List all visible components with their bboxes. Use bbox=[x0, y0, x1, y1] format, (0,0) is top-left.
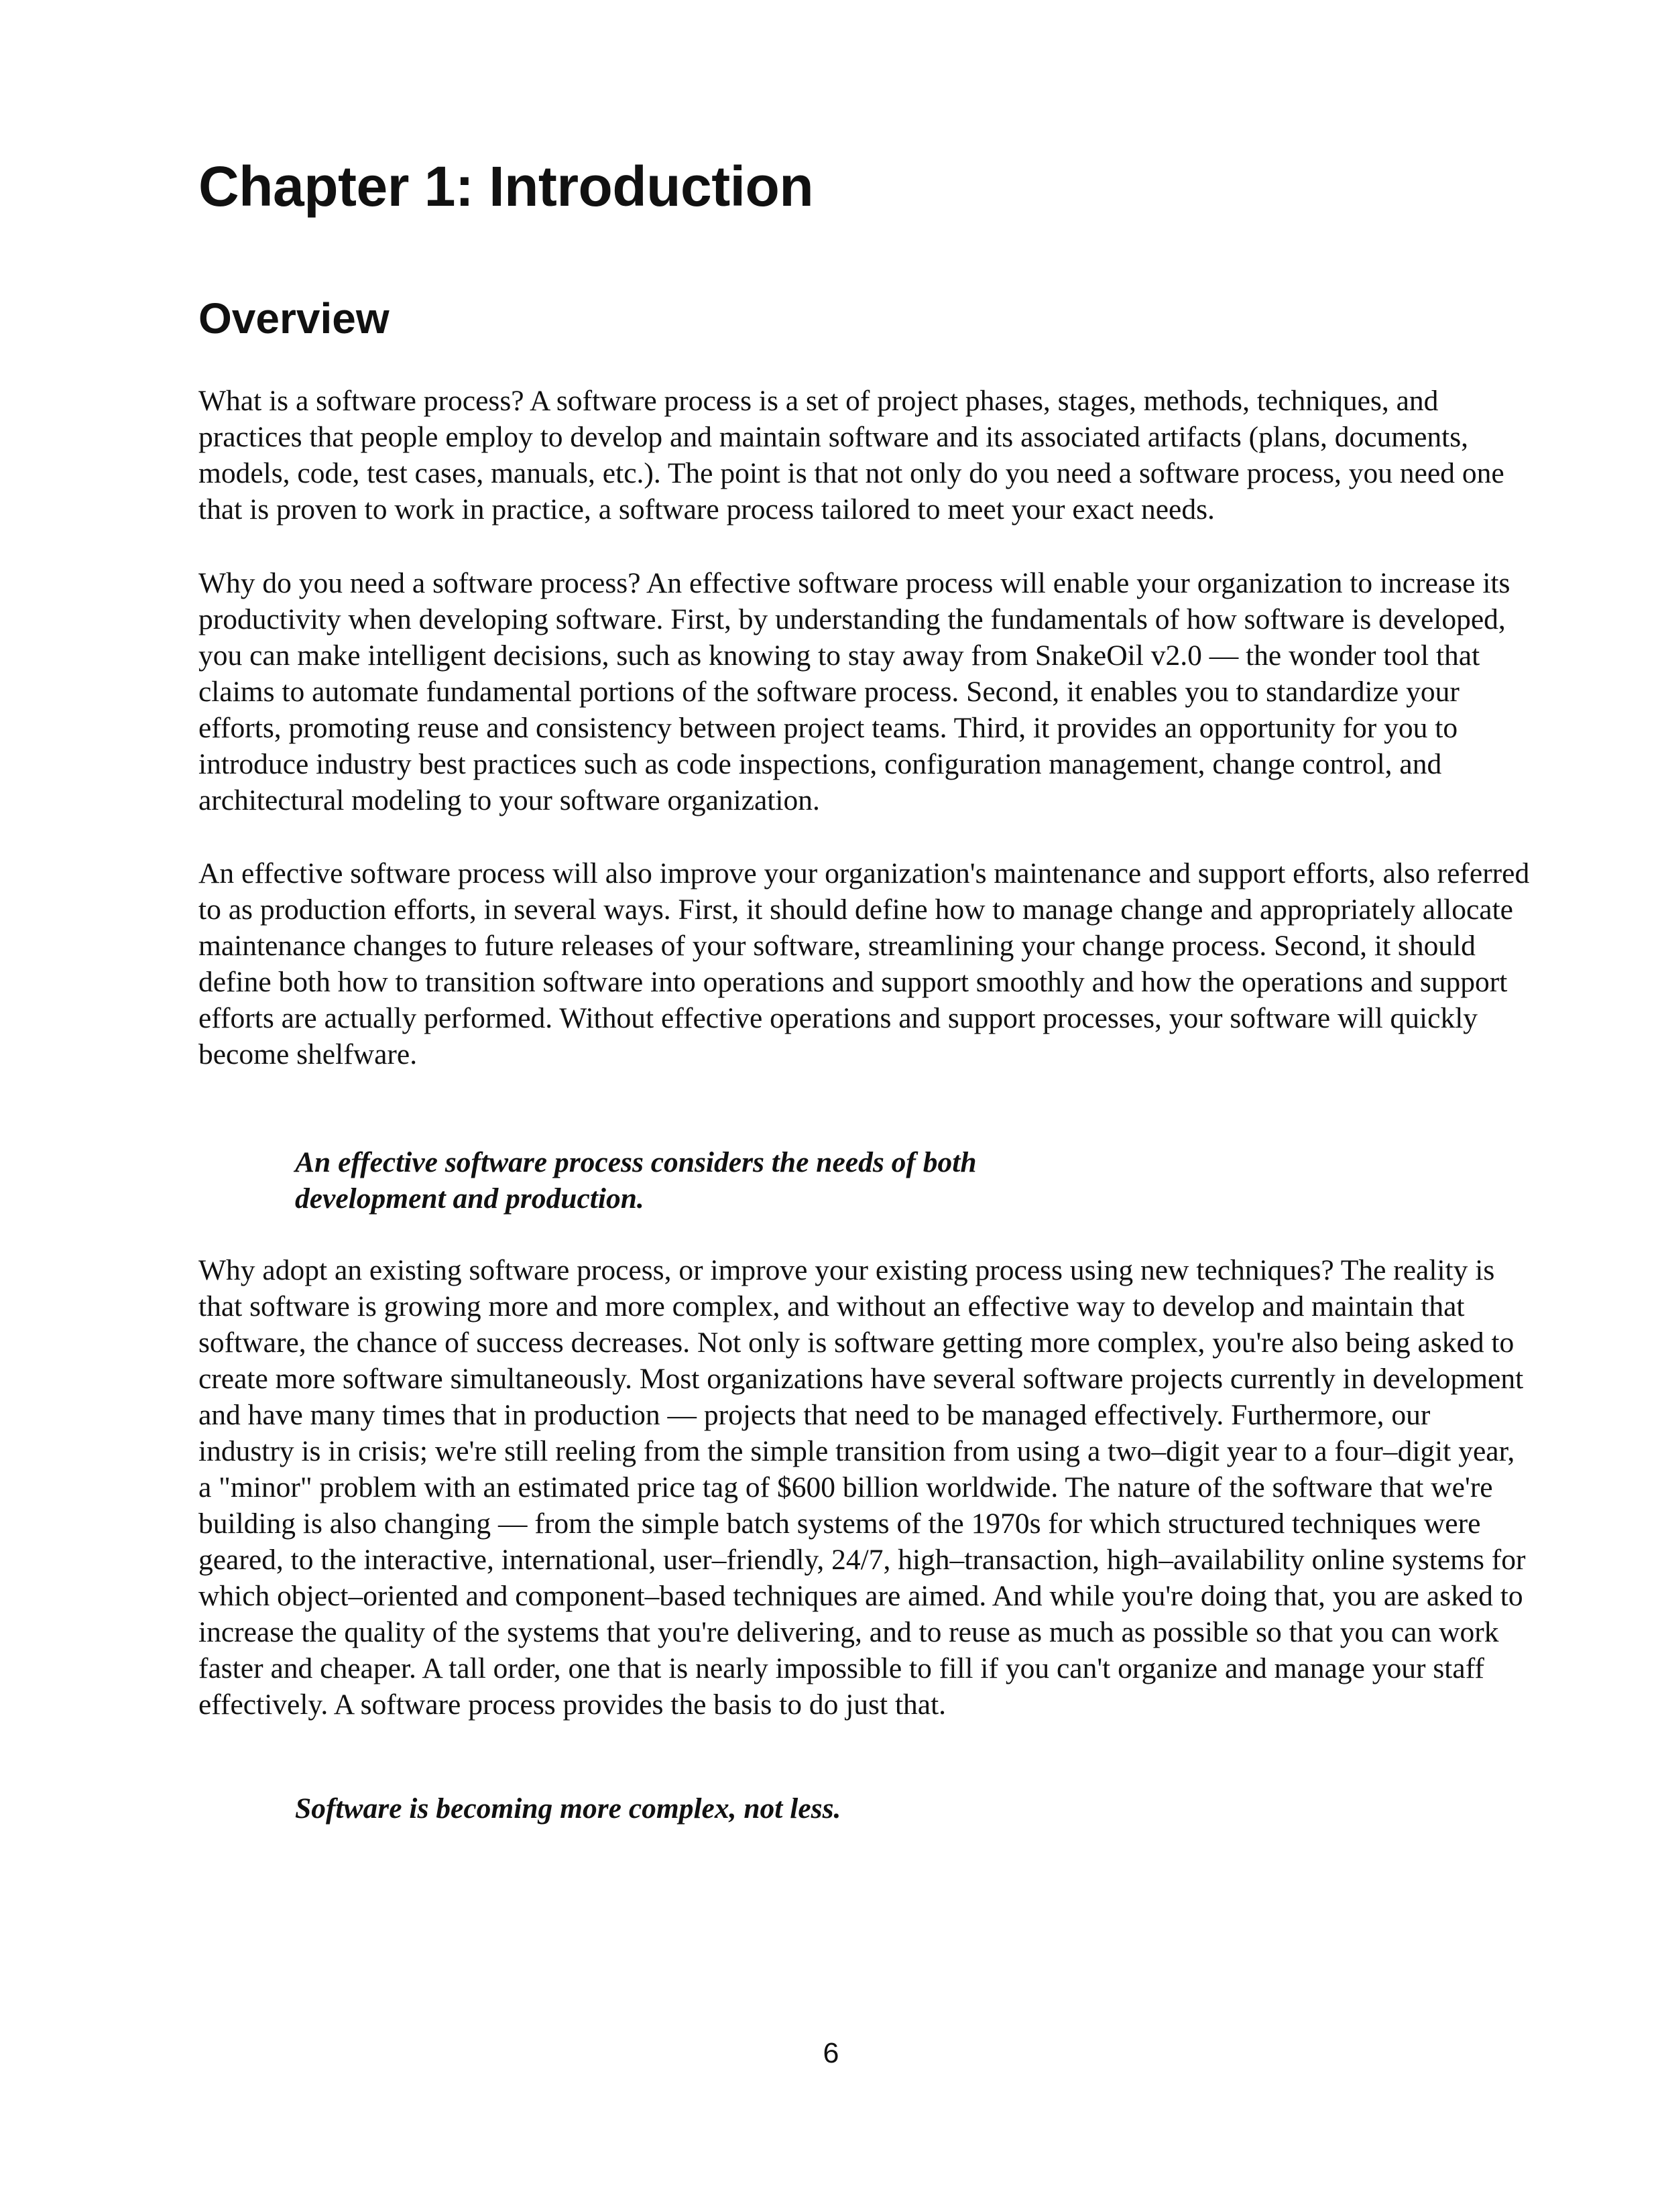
page-number: 6 bbox=[823, 2037, 839, 2069]
callout-development-production bbox=[295, 1144, 1368, 1217]
callout-line: development and production. bbox=[295, 1182, 644, 1215]
callout-line: Software is becoming more complex, not less. bbox=[295, 1792, 841, 1825]
paragraph-what-is-process: What is a software process? A software process is a set of project phases, stages, methods, techniques, and practices that people employ to develop and maintain software and its associated artifacts (plans, documents, models, code, test cases, manuals, etc.). The point is that not only do you need a software process, you need one that is proven to work in practice, a software process tailored to meet your exact needs. bbox=[198, 385, 1504, 526]
paragraph-why-adopt-process: Why adopt an existing software process, or improve your existing process using new techniques? The reality is that software is growing more and more complex, and without an effective way to develop and maintain that software, the chance of success decreases. Not only is software getting more complex, you're also being asked to create more software simultaneously. Most organizations have several software projects currently in development and have many times that in production — projects that need to be managed effectively. Furthermore, our industry is in crisis; we're still reeling from the simple transition from using a two–digit year to a four–digit year, a "minor" problem with an estimated price tag of $600 billion worldwide. The nature of the software that we're building is also changing — from the simple batch systems of the 1970s for which structured techniques were geared, to the interactive, international, user–friendly, 24/7, high–transaction, high–availability online systems for which object–oriented and component–based techniques are aimed. And while you're doing that, you are asked to increase the quality of the systems that you're delivering, and to reuse as much as possible so that you can work faster and cheaper. A tall order, one that is nearly impossible to fill if you can't organize and manage your staff effectively. A software process provides the basis to do just that. bbox=[198, 1254, 1526, 1721]
chapter-title: Chapter 1: Introduction bbox=[198, 155, 814, 218]
paragraph-production-efforts: An effective software process will also improve your organization's maintenance and support efforts, also referred to as production efforts, in several ways. First, it should define how to manage change and appropriately allocate maintenance changes to future releases of your software, streamlining your change process. Second, it should define both how to transition software into operations and support smoothly and how the operations and support efforts are actually performed. Without effective operations and support processes, your software will quickly become shelfware. bbox=[198, 857, 1530, 1070]
section-heading: Overview bbox=[198, 294, 390, 343]
callout-line: An effective software process considers the needs of both bbox=[295, 1146, 977, 1178]
callout-more-complex bbox=[295, 1790, 1368, 1827]
paragraph-why-need-process: Why do you need a software process? An effective software process will enable your organization to increase its productivity when developing software. First, by understanding the fundamentals of how software is developed, you can make intelligent decisions, such as knowing to stay away from SnakeOil v2.0 — the wonder tool that claims to automate fundamental portions of the software process. Second, it enables you to standardize your efforts, promoting reuse and consistency between project teams. Third, it provides an opportunity for you to introduce industry best practices such as code inspections, configuration management, change control, and architectural modeling to your software organization. bbox=[198, 567, 1510, 816]
